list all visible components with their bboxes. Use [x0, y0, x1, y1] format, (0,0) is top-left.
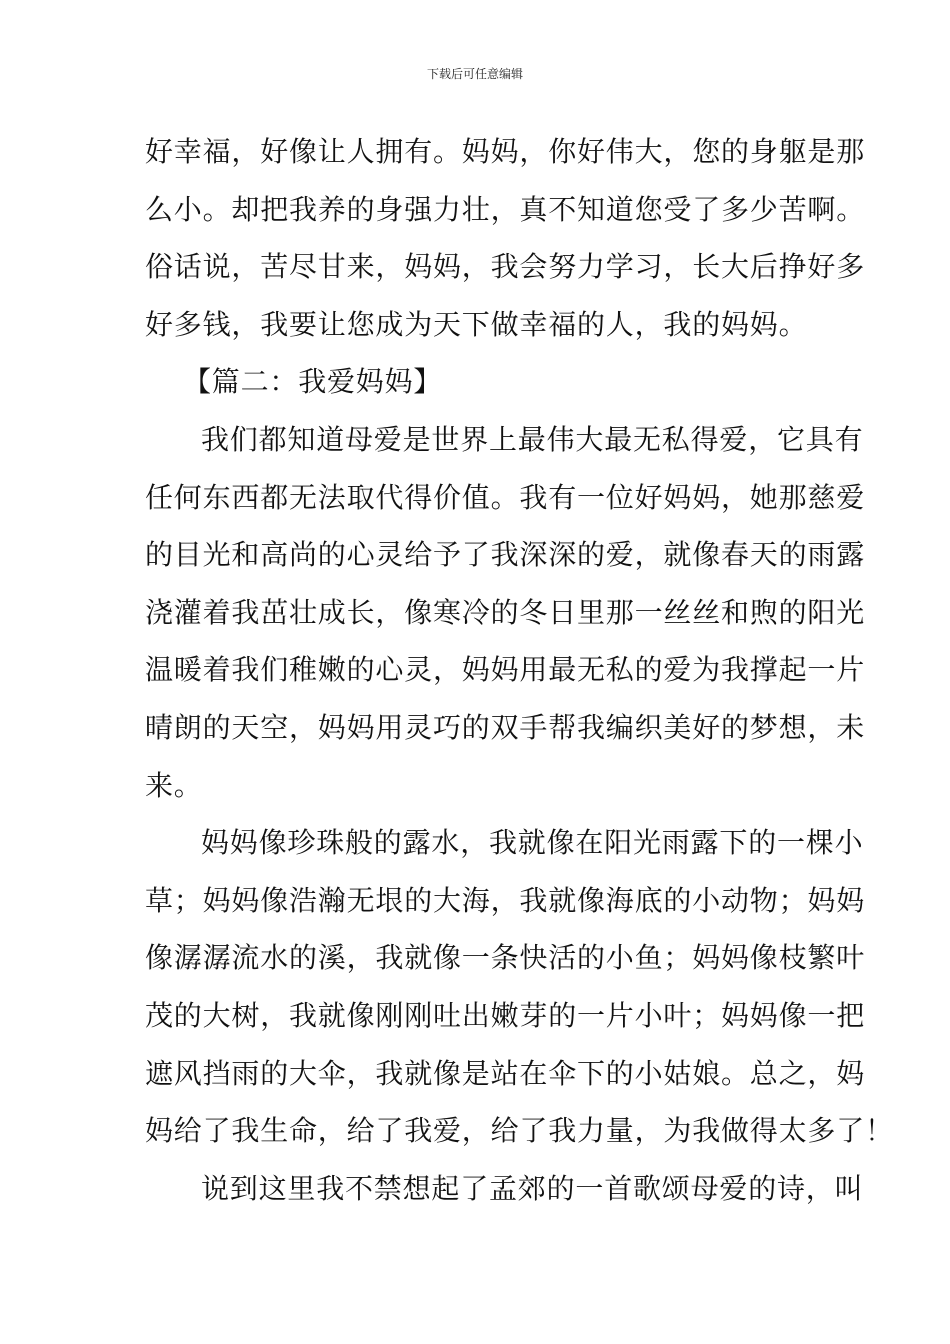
text-line: 的目光和高尚的心灵给予了我深深的爱，就像春天的雨露 [145, 538, 866, 572]
text-line: 晴朗的天空，妈妈用灵巧的双手帮我编织美好的梦想，未 [145, 710, 866, 744]
text-line: 好幸福，好像让人拥有。妈妈，你好伟大，您的身躯是那 [145, 135, 866, 168]
text-line: 像潺潺流水的溪，我就像一条快活的小鱼；妈妈像枝繁叶 [145, 941, 866, 975]
text-line: 温暖着我们稚嫩的心灵，妈妈用最无私的爱为我撑起一片 [145, 653, 866, 687]
text-line: 俗话说，苦尽甘来，妈妈，我会努力学习，长大后挣好多 [145, 250, 866, 284]
text-line: 浇灌着我茁壮成长，像寒冷的冬日里那一丝丝和煦的阳光 [145, 595, 866, 629]
section-heading: 【篇二：我爱妈妈】 [183, 365, 443, 399]
page-header: 下载后可任意编辑 [426, 67, 523, 81]
text-line: 好多钱，我要让您成为天下做幸福的人，我的妈妈。 [145, 307, 808, 341]
text-line: 来。 [145, 768, 203, 802]
text-line: 么小。却把我养的身强力壮，真不知道您受了多少苦啊。 [145, 192, 866, 226]
text-line: 遮风挡雨的大伞，我就像是站在伞下的小姑娘。总之，妈 [145, 1056, 866, 1090]
text-line: 说到这里我不禁想起了孟郊的一首歌颂母爱的诗，叫 [201, 1171, 864, 1205]
text-line: 妈给了我生命，给了我爱，给了我力量，为我做得太多了！ [145, 1114, 894, 1148]
text-line: 草；妈妈像浩瀚无垠的大海，我就像海底的小动物；妈妈 [145, 883, 866, 917]
text-line: 我们都知道母爱是世界上最伟大最无私得爱，它具有 [201, 422, 864, 456]
text-line: 茂的大树，我就像刚刚吐出嫩芽的一片小叶；妈妈像一把 [145, 998, 866, 1032]
document-body [145, 123, 894, 1217]
text-line: 任何东西都无法取代得价值。我有一位好妈妈，她那慈爱 [145, 480, 866, 514]
text-line: 妈妈像珍珠般的露水，我就像在阳光雨露下的一棵小 [201, 826, 864, 860]
